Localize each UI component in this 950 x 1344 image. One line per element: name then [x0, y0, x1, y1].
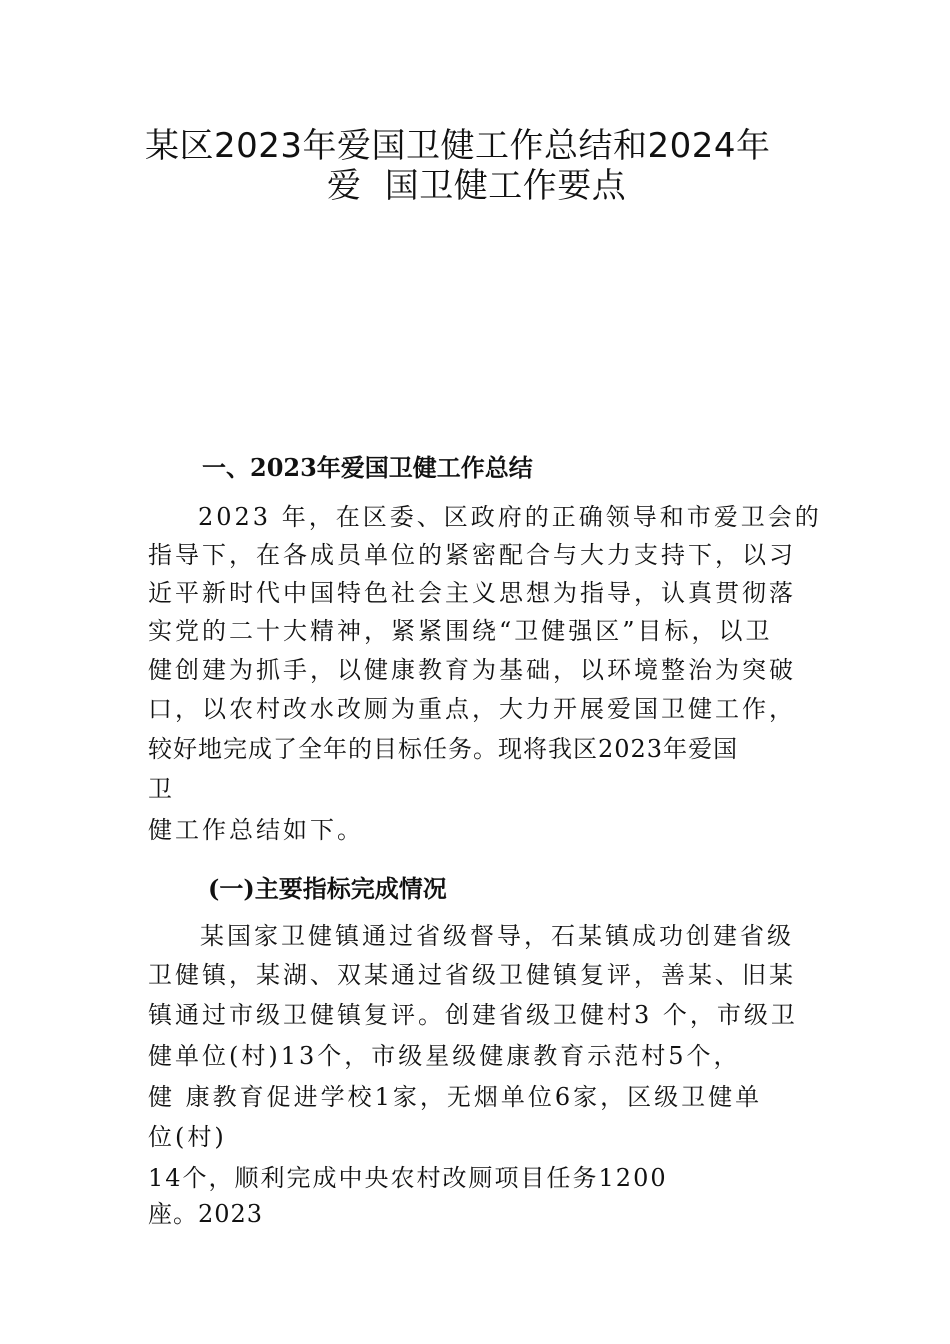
paragraph-1-line-5: 健创建为抓手，以健康教育为基础，以环境整治为突破: [148, 656, 796, 684]
document-title-line-1: 某区2023年爱国卫健工作总结和2024年: [145, 126, 771, 166]
document-title-line-2: 爱 国卫健工作要点: [327, 166, 627, 206]
paragraph-1-line-2: 指导下，在各成员单位的紧密配合与大力支持下，以习: [148, 541, 796, 569]
paragraph-1-line-9: 健工作总结如下。: [148, 816, 364, 844]
paragraph-2-line-6: 位(村): [148, 1123, 227, 1151]
paragraph-2-line-3: 镇通过市级卫健镇复评。创建省级卫健村3 个，市级卫: [148, 1001, 798, 1029]
subsection-heading: (一)主要指标完成情况: [208, 874, 447, 903]
paragraph-2-line-1: 某国家卫健镇通过省级督导，石某镇成功创建省级: [200, 922, 794, 950]
paragraph-1-line-3: 近平新时代中国特色社会主义思想为指导，认真贯彻落: [148, 579, 796, 607]
paragraph-1-line-6: 口，以农村改水改厕为重点，大力开展爱国卫健工作，: [148, 695, 796, 723]
paragraph-2-line-4: 健单位(村)13个，市级星级健康教育示范村5个，: [148, 1042, 741, 1070]
paragraph-1-line-7: 较好地完成了全年的目标任务。现将我区2023年爱国: [148, 735, 739, 763]
paragraph-2-line-2: 卫健镇，某湖、双某通过省级卫健镇复评，善某、旧某: [148, 961, 796, 989]
paragraph-2-line-8: 座。2023: [148, 1200, 264, 1228]
paragraph-2-line-7: 14个，顺利完成中央农村改厕项目任务1200: [148, 1164, 668, 1192]
paragraph-1-line-8: 卫: [148, 775, 175, 803]
paragraph-1-line-4: 实党的二十大精神，紧紧围绕“卫健强区”目标，以卫: [148, 617, 773, 645]
paragraph-1-line-1: 2023 年，在区委、区政府的正确领导和市爱卫会的: [198, 503, 822, 531]
section-heading: 一、2023年爱国卫健工作总结: [202, 453, 533, 482]
paragraph-2-line-5: 健 康教育促进学校1家，无烟单位6家，区级卫健单: [148, 1083, 763, 1111]
